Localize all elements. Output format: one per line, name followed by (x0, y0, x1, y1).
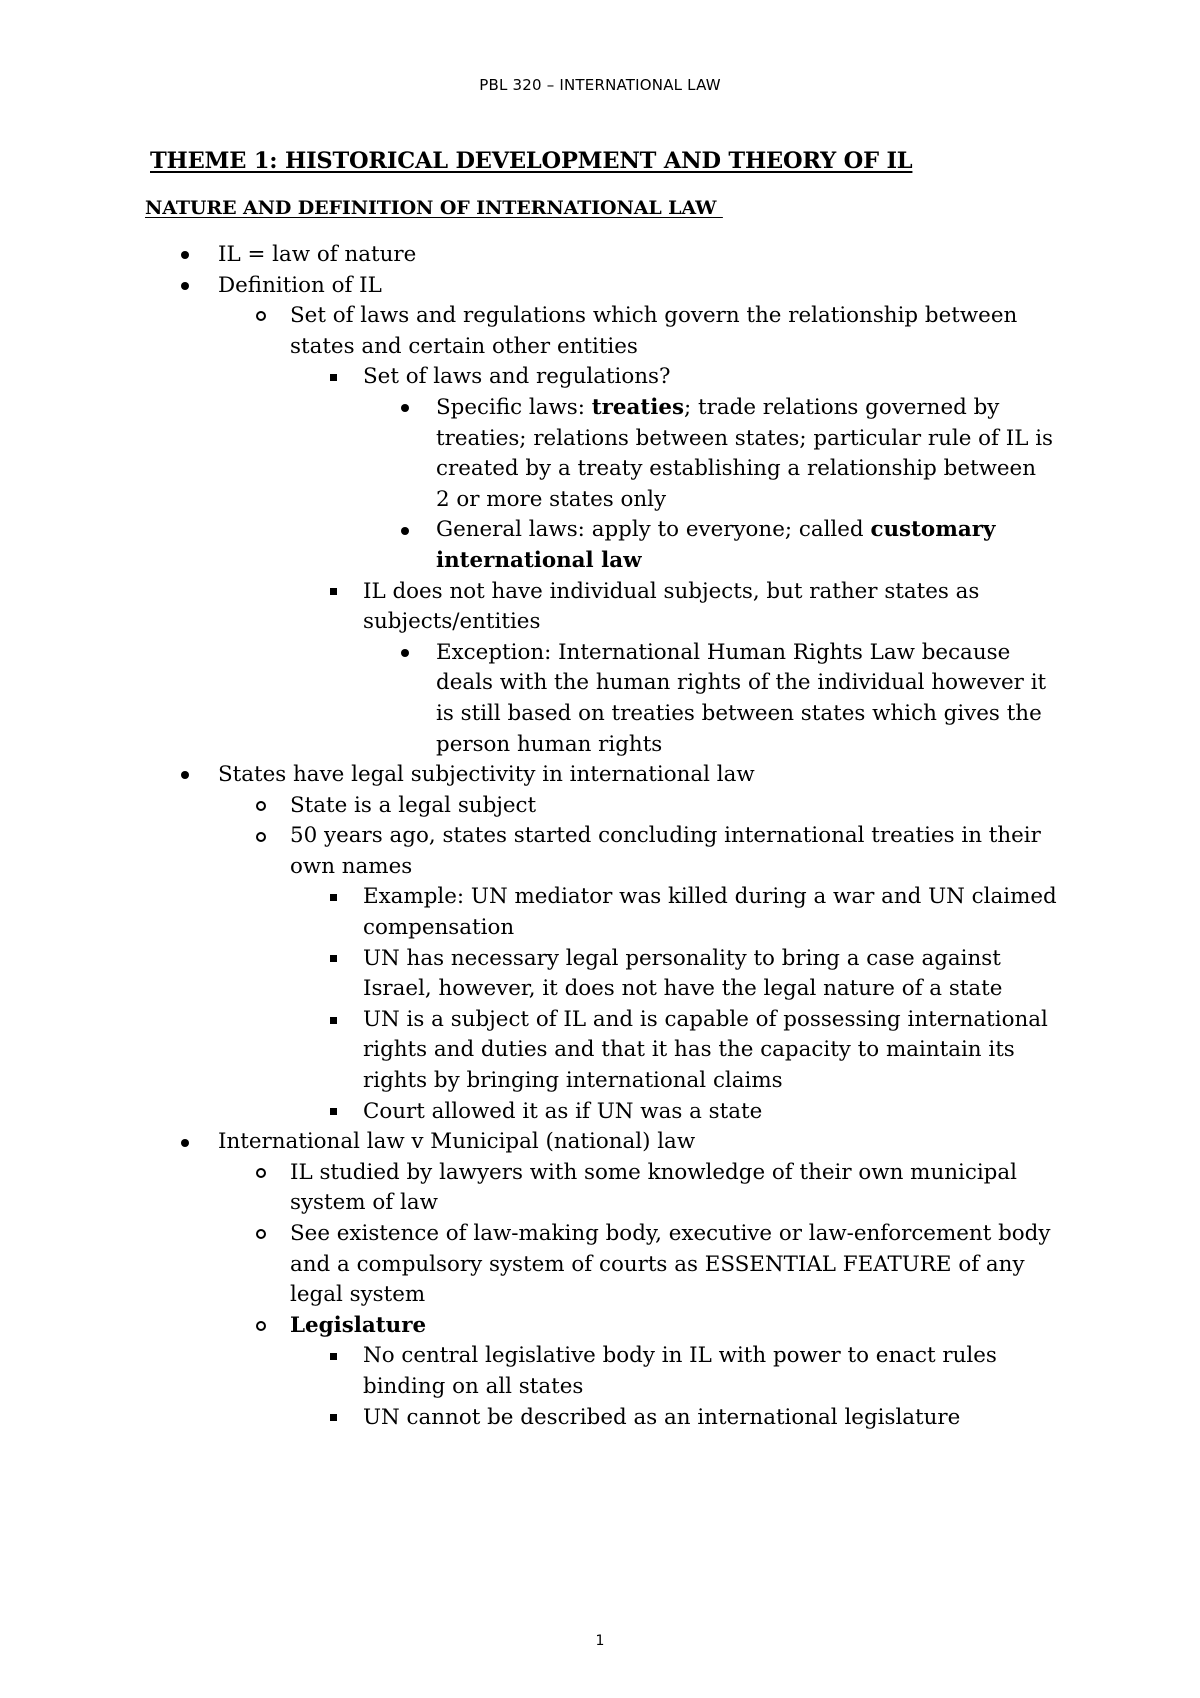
list-item-text (290, 1311, 1078, 1342)
list-item-text (436, 515, 1056, 576)
bullet-square-icon (330, 1341, 337, 1372)
list-item-text: State is a legal subject (290, 792, 537, 818)
list-item (0, 515, 1200, 576)
list-item-text: IL studied by lawyers with some knowledge of their own municipal system of law (290, 1159, 1017, 1216)
list-item-text: See existence of law-making body, executive or law-enforcement body and a compulsory system of courts as ESSENTIAL FEATURE of any legal system (290, 1221, 1051, 1308)
list-item (0, 760, 1200, 1127)
list-item (0, 362, 1200, 576)
bullet-square-icon (330, 577, 337, 608)
list-item (0, 1219, 1200, 1311)
list-item-text (436, 393, 1056, 515)
bullet-disc-icon (401, 393, 409, 424)
list-item-text: Example: UN mediator was killed during a war and UN claimed compensation (363, 884, 1057, 941)
notes-outline (0, 240, 1200, 1433)
bullet-square-icon (330, 362, 337, 393)
list-item (0, 271, 1200, 761)
list-item (0, 240, 1200, 271)
list-item-text: UN cannot be described as an international legislature (363, 1404, 961, 1430)
list-item (0, 1311, 1200, 1433)
list-item-text: Court allowed it as if UN was a state (363, 1098, 763, 1124)
list-item (0, 821, 1200, 1127)
list-item (0, 882, 1200, 943)
bullet-circle-icon (256, 1219, 266, 1250)
bullet-list-level-3 (0, 1341, 1200, 1433)
list-item-text: No central legislative body in IL with power to enact rules binding on all states (363, 1343, 997, 1399)
bullet-list-level-3 (0, 362, 1200, 760)
bullet-circle-icon (256, 301, 266, 332)
bullet-list-level-2 (0, 1158, 1200, 1433)
bullet-list-level-4 (0, 638, 1200, 760)
page-number: 1 (595, 1633, 605, 1649)
list-item-text: Exception: International Human Rights Law because deals with the human rights of the individual however it is still based on treaties between states which gives the person human rights (436, 639, 1047, 757)
list-item (0, 1005, 1200, 1097)
bullet-disc-icon (401, 515, 409, 546)
list-item-text: IL = law of nature (218, 242, 417, 267)
text-run: Specific laws: (436, 394, 592, 420)
text-run: ; trade relations governed by treaties; relations between states; particular rule of IL is created by a treaty establishing a relationship between 2 or more states only (436, 394, 1054, 512)
list-item-text: UN is a subject of IL and is capable of possessing international rights and duties and that it has the capacity to maintain its rights by bringing international claims (363, 1006, 1048, 1094)
bullet-disc-icon (181, 271, 189, 302)
bullet-disc-icon (181, 760, 189, 791)
bullet-disc-icon (181, 240, 189, 271)
theme-title: THEME 1: HISTORICAL DEVELOPMENT AND THEORY OF IL (150, 148, 913, 174)
list-item (0, 1403, 1200, 1434)
bold-term: customary international law (436, 517, 996, 573)
section-heading: NATURE AND DEFINITION OF INTERNATIONAL LAW (145, 197, 723, 219)
list-item (0, 1158, 1200, 1219)
text-run: General laws: apply to everyone; called (436, 517, 871, 543)
bullet-disc-icon (401, 638, 409, 669)
bullet-square-icon (330, 1403, 337, 1434)
list-item (0, 577, 1200, 761)
bold-term: treaties (591, 394, 685, 420)
list-item (0, 791, 1200, 822)
bullet-circle-icon (256, 791, 266, 822)
bullet-square-icon (330, 882, 337, 913)
list-item (0, 944, 1200, 1005)
bullet-circle-icon (256, 1158, 266, 1189)
list-item (0, 301, 1200, 760)
list-item-text: 50 years ago, states started concluding international treaties in their own names (290, 823, 1041, 879)
list-item-text: States have legal subjectivity in international law (218, 762, 755, 788)
bullet-list-level-2 (0, 301, 1200, 760)
bullet-circle-icon (256, 821, 266, 852)
list-item-text: Set of laws and regulations? (363, 364, 671, 390)
list-item (0, 638, 1200, 760)
bullet-list-level-1 (0, 240, 1200, 1433)
list-item (0, 1341, 1200, 1402)
list-item (0, 393, 1200, 515)
list-item (0, 1127, 1200, 1433)
bullet-circle-icon (256, 1311, 266, 1342)
list-item-text: Definition of IL (218, 272, 382, 298)
list-item-text: Set of laws and regulations which govern the relationship between states and certain other entities (290, 303, 1018, 359)
bullet-square-icon (330, 1097, 337, 1128)
bullet-list-level-2 (0, 791, 1200, 1128)
list-item-text: UN has necessary legal personality to bring a case against Israel, however, it does not have the legal nature of a state (363, 945, 1003, 1002)
page-header: PBL 320 – INTERNATIONAL LAW (479, 76, 721, 94)
bullet-list-level-3 (0, 882, 1200, 1127)
bullet-square-icon (330, 1005, 337, 1036)
bullet-disc-icon (181, 1127, 189, 1158)
list-item (0, 1097, 1200, 1128)
bullet-square-icon (330, 944, 337, 975)
list-item-text: IL does not have individual subjects, but rather states as subjects/entities (363, 578, 980, 635)
bold-term: Legislature (290, 1312, 427, 1338)
list-item-text: International law v Municipal (national) law (218, 1129, 696, 1155)
bullet-list-level-4 (0, 393, 1200, 577)
